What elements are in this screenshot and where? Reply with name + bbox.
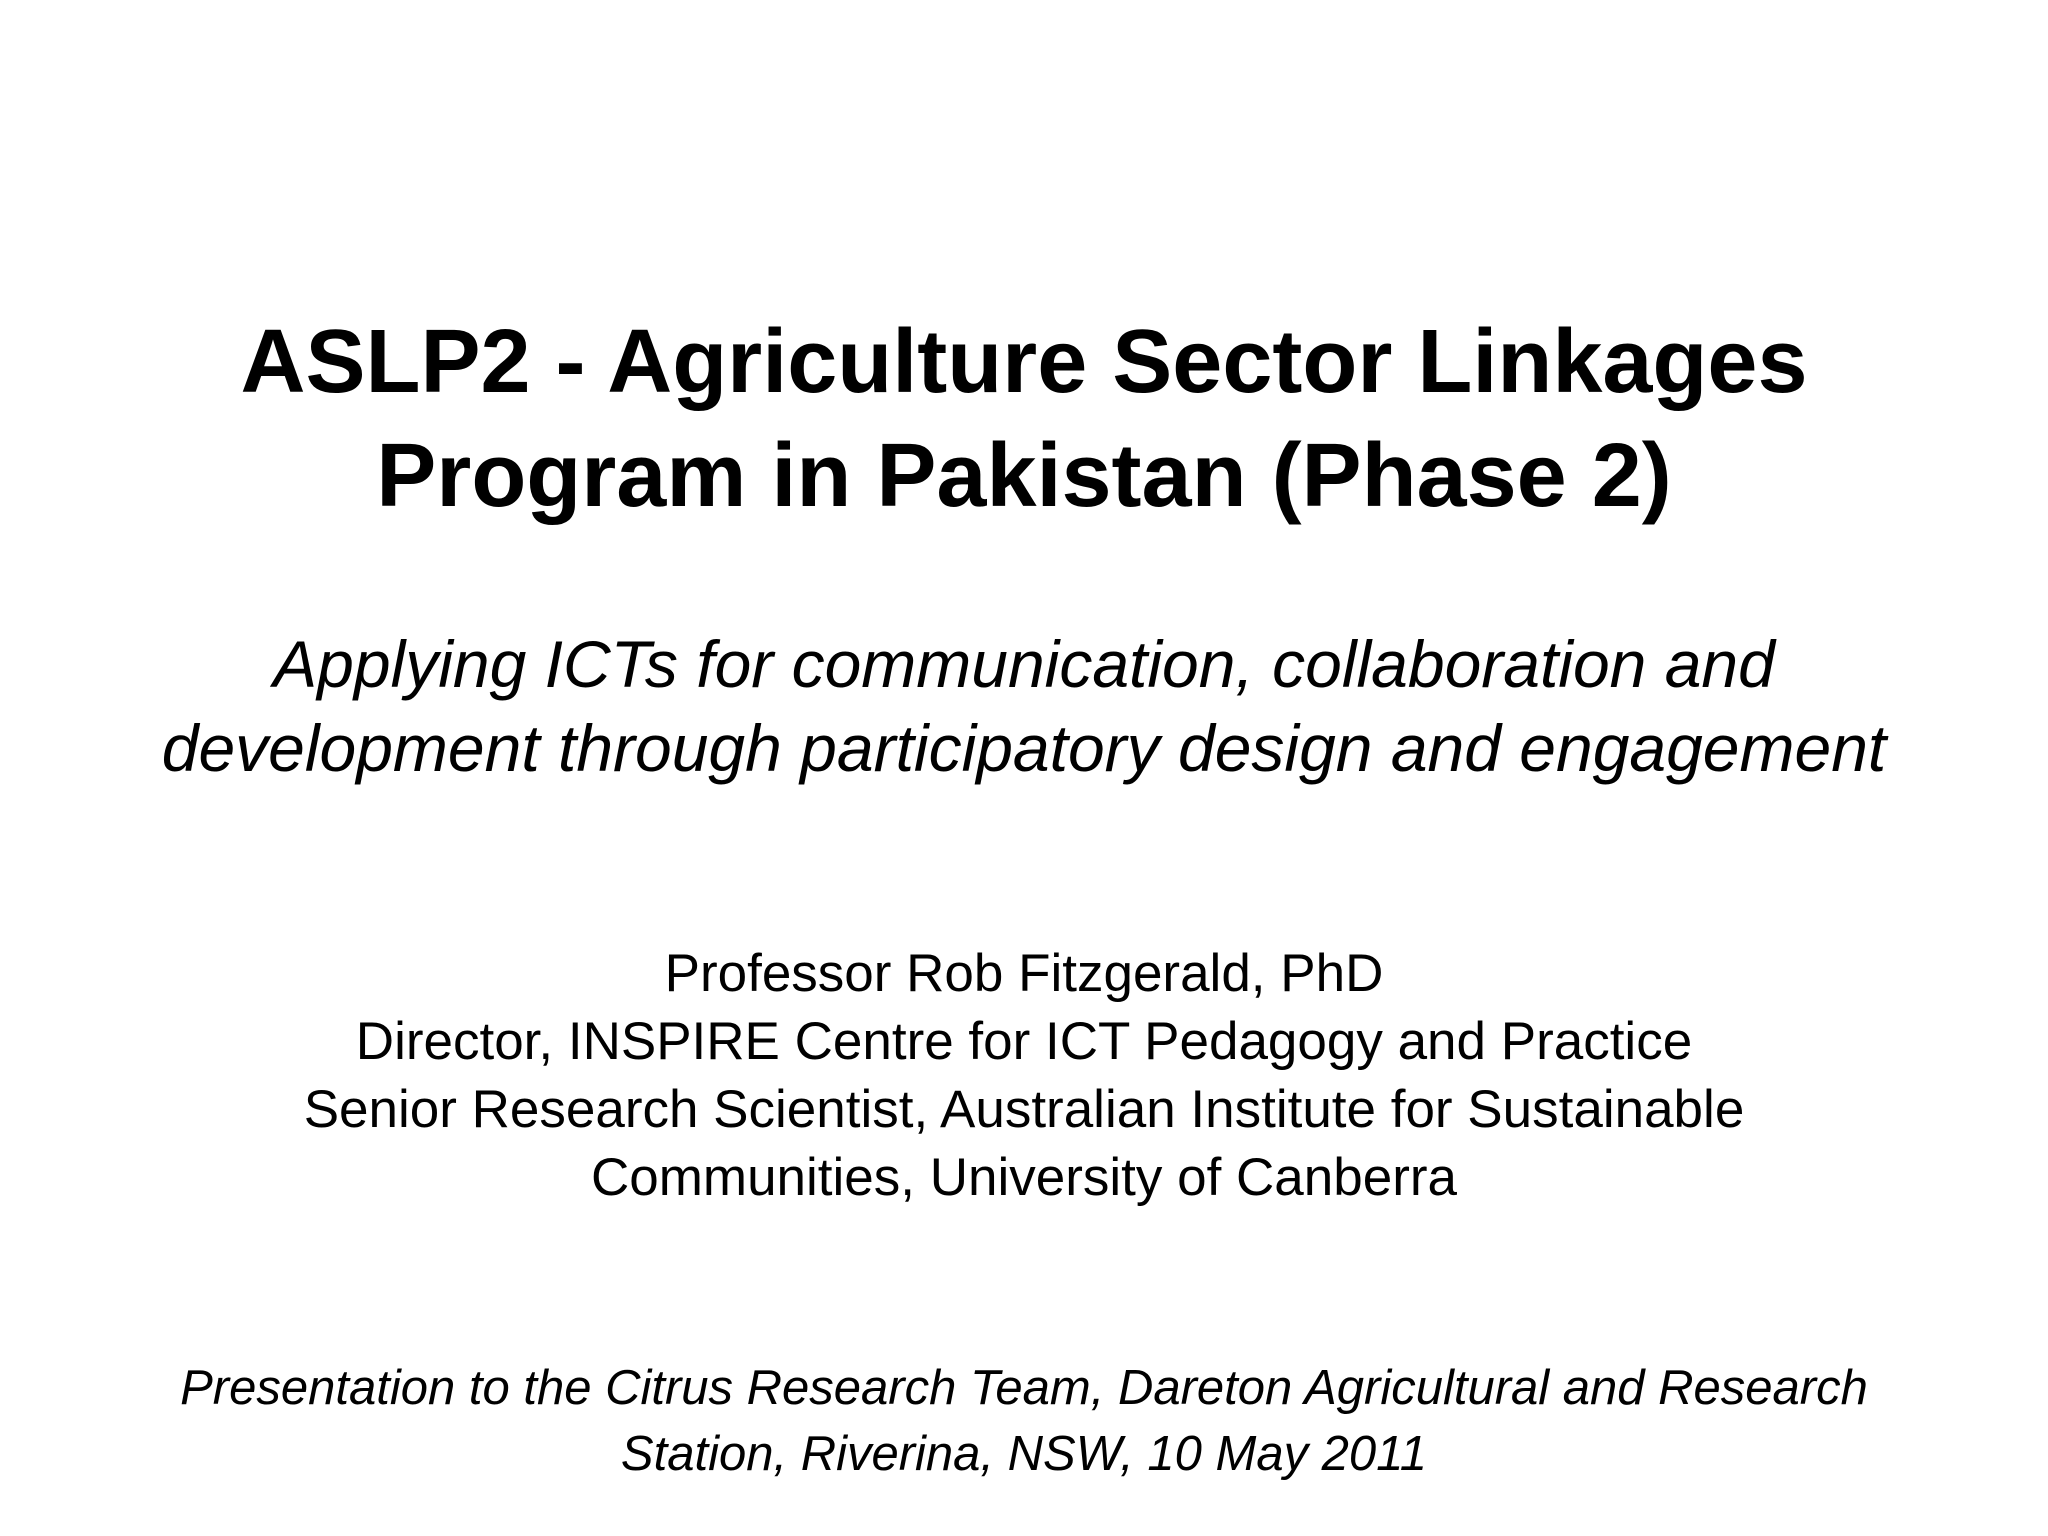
slide-title-line-2: Program in Pakistan (Phase 2) xyxy=(376,426,1672,526)
author-affiliation: Communities, University of Canberra xyxy=(591,1148,1457,1207)
author-block xyxy=(0,940,2048,1212)
slide-subtitle-line-2: development through participatory design and engagement xyxy=(161,711,1887,785)
author-name: Professor Rob Fitzgerald, PhD xyxy=(664,944,1384,1003)
slide-title-line-1: ASLP2 - Agriculture Sector Linkages xyxy=(240,312,1808,412)
footer-line-2: Station, Riverina, NSW, 10 May 2011 xyxy=(620,1427,1428,1481)
footer-line-1: Presentation to the Citrus Research Team, Dareton Agricultural and Research xyxy=(180,1361,1868,1415)
slide-title xyxy=(0,305,2048,533)
author-role-scientist: Senior Research Scientist, Australian Institute for Sustainable xyxy=(303,1080,1745,1139)
presentation-footer xyxy=(0,1355,2048,1487)
slide-subtitle-line-1: Applying ICTs for communication, collaboration and xyxy=(273,627,1775,701)
slide-subtitle xyxy=(0,622,2048,790)
author-role-director: Director, INSPIRE Centre for ICT Pedagogy and Practice xyxy=(355,1012,1693,1071)
